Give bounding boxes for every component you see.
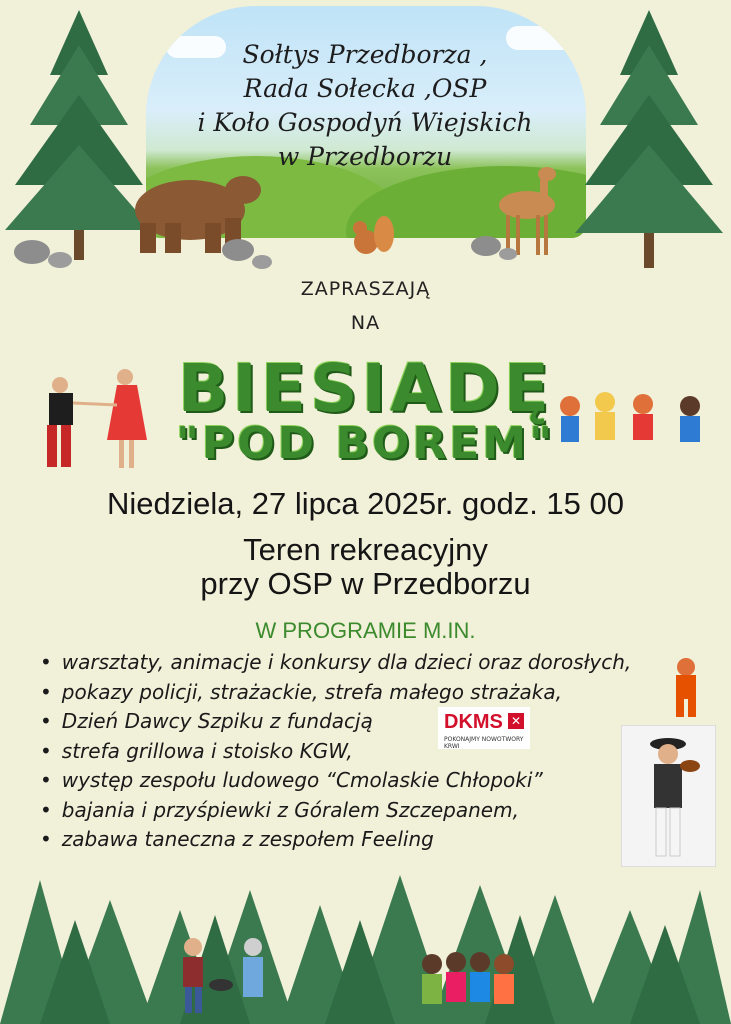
program-item: • warsztaty, animacje i konkursy dla dzieci oraz dorosłych, (40, 648, 631, 678)
invite-text: ZAPRASZAJĄ (300, 278, 431, 300)
program-item: • strefa grillowa i stoisko KGW, (40, 737, 631, 767)
squirrel-illustration (348, 214, 396, 258)
highlander-musician-photo (621, 725, 716, 867)
program-item: • zabawa taneczna z zespołem Feeling (40, 825, 631, 855)
event-date-time: Niedziela, 27 lipca 2025r. godz. 15 00 (106, 486, 625, 521)
dkms-tagline: POKONAJMY NOWOTWORY KRWI (444, 736, 524, 750)
program-item: • bajania i przyśpiewki z Góralem Szczepanem, (40, 796, 631, 826)
dkms-logo-text: DKMS (444, 711, 503, 733)
organizers-line: i Koło Gospodyń Wiejskich (197, 108, 533, 137)
program-item: • pokazy policji, strażackie, strefa małego strażaka, (40, 678, 631, 708)
event-venue-line: Teren rekreacyjny (243, 532, 488, 567)
program-list (40, 648, 631, 855)
organizers-line: Rada Sołecka ,OSP (243, 74, 487, 103)
grandparents-grilling-illustration (175, 935, 270, 1017)
organizers-heading (160, 38, 570, 174)
event-subtitle: "POD BOREM" (175, 418, 555, 469)
kids-dancing-illustration (555, 392, 715, 472)
dancing-couple-illustration (25, 355, 160, 475)
dkms-cross-icon: ✕ (508, 713, 524, 729)
program-item: • występ zespołu ludowego “Cmolaskie Chłopoki” (40, 766, 631, 796)
organizers-line: Sołtys Przedborza , (242, 40, 488, 69)
forest-footer (0, 860, 731, 1024)
event-title: BIESIADĘ (178, 350, 553, 427)
rocks-left (12, 232, 82, 272)
kids-group-illustration (418, 950, 518, 1016)
program-heading: W PROGRAMIE M.IN. (255, 618, 476, 643)
rocks-right (468, 228, 528, 262)
event-venue-line: przy OSP w Przedborzu (200, 566, 531, 601)
firefighter-kid-illustration (662, 655, 714, 719)
dkms-logo (438, 707, 530, 749)
invite-text-na: NA (350, 312, 381, 334)
organizers-line: w Przedborzu (277, 142, 453, 171)
rocks-middle (220, 234, 280, 274)
pine-tree-right (570, 5, 730, 270)
program-item: • Dzień Dawcy Szpiku z fundacją (40, 707, 631, 737)
